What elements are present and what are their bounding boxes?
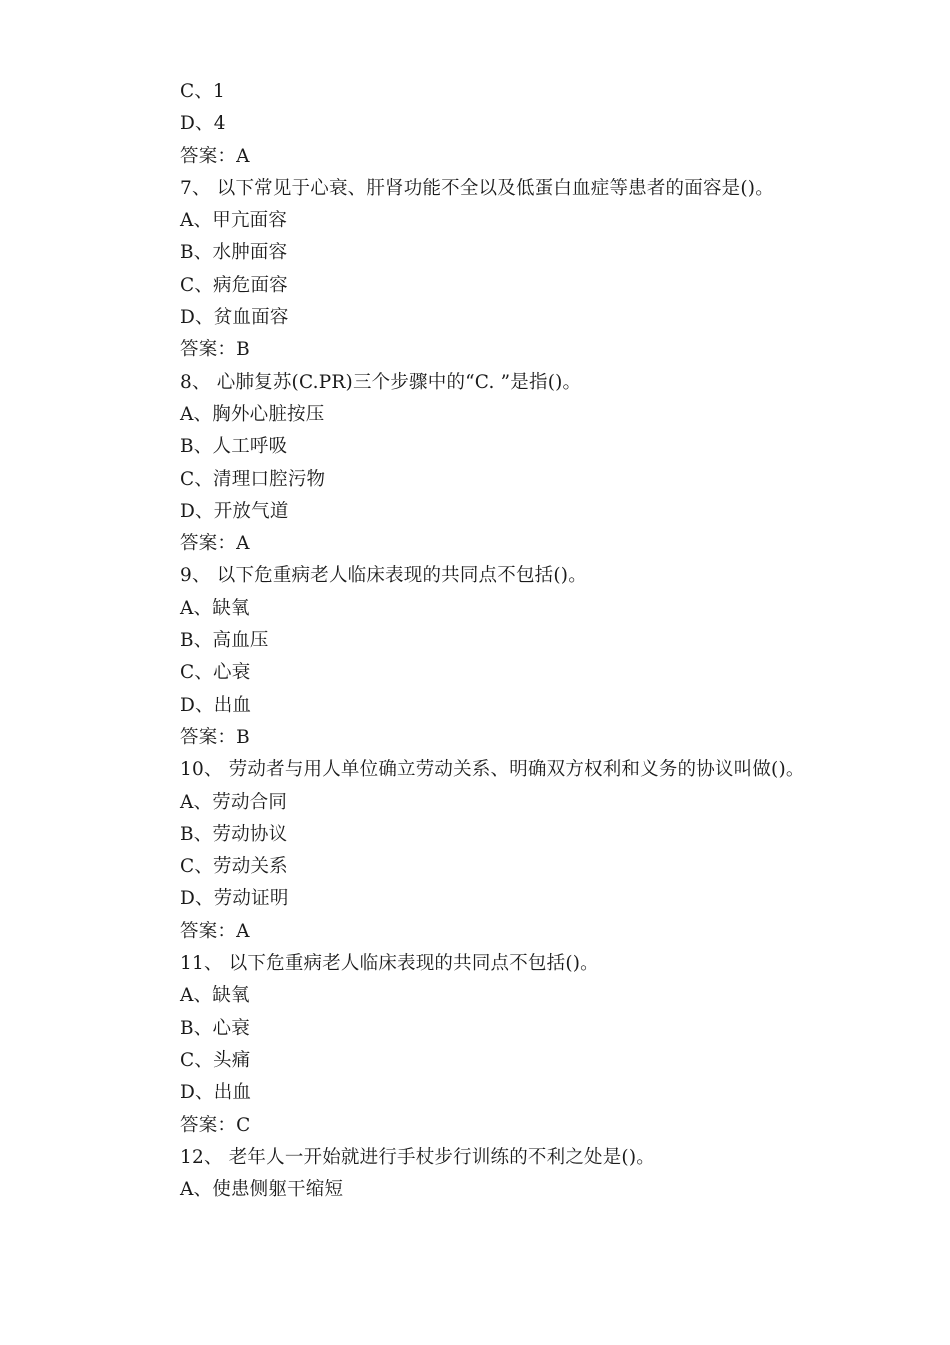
answer-line: 答案：A <box>180 533 250 555</box>
option-line: C、清理口腔污物 <box>180 468 326 490</box>
option-line: C、病危面容 <box>180 274 288 296</box>
option-line: C、1 <box>180 81 226 102</box>
option-line: D、出血 <box>180 694 252 716</box>
answer-line: 答案：A <box>180 920 250 942</box>
question-text: 11、 以下危重病老人临床表现的共同点不包括()。 <box>180 953 599 975</box>
option-line: C、心衰 <box>180 662 251 684</box>
document-page <box>180 76 880 1206</box>
option-line: D、出血 <box>180 1082 252 1104</box>
question-text: 9、 以下危重病老人临床表现的共同点不包括()。 <box>180 565 587 587</box>
option-line: C、头痛 <box>180 1049 251 1071</box>
option-line: D、开放气道 <box>180 500 289 522</box>
question-text: 7、 以下常见于心衰、肝肾功能不全以及低蛋白血症等患者的面容是()。 <box>180 177 774 199</box>
answer-line: 答案：C <box>180 1114 251 1136</box>
option-line: A、缺氧 <box>180 597 250 619</box>
option-line: D、劳动证明 <box>180 888 289 910</box>
option-line: B、高血压 <box>180 630 269 652</box>
option-line: C、劳动关系 <box>180 856 288 878</box>
option-line: B、人工呼吸 <box>180 436 288 458</box>
option-line: A、劳动合同 <box>180 791 288 813</box>
option-line: B、水肿面容 <box>180 242 288 264</box>
option-line: D、4 <box>180 113 226 135</box>
answer-line: 答案：A <box>180 145 250 167</box>
option-line: A、使患侧躯干缩短 <box>180 1179 344 1201</box>
option-line: D、贫血面容 <box>180 307 289 329</box>
option-line: B、劳动协议 <box>180 823 288 845</box>
question-text: 8、 心肺复苏(C.PR)三个步骤中的“C. ”是指()。 <box>180 371 582 393</box>
option-line: A、甲亢面容 <box>180 210 288 232</box>
answer-line: 答案：B <box>180 726 250 748</box>
question-text: 12、 老年人一开始就进行手杖步行训练的不利之处是()。 <box>180 1146 655 1168</box>
answer-line: 答案：B <box>180 339 250 361</box>
question-text: 10、 劳动者与用人单位确立劳动关系、明确双方权利和义务的协议叫做()。 <box>180 759 805 781</box>
option-line: A、胸外心脏按压 <box>180 403 325 425</box>
option-line: A、缺氧 <box>180 985 250 1007</box>
option-line: B、心衰 <box>180 1017 250 1039</box>
